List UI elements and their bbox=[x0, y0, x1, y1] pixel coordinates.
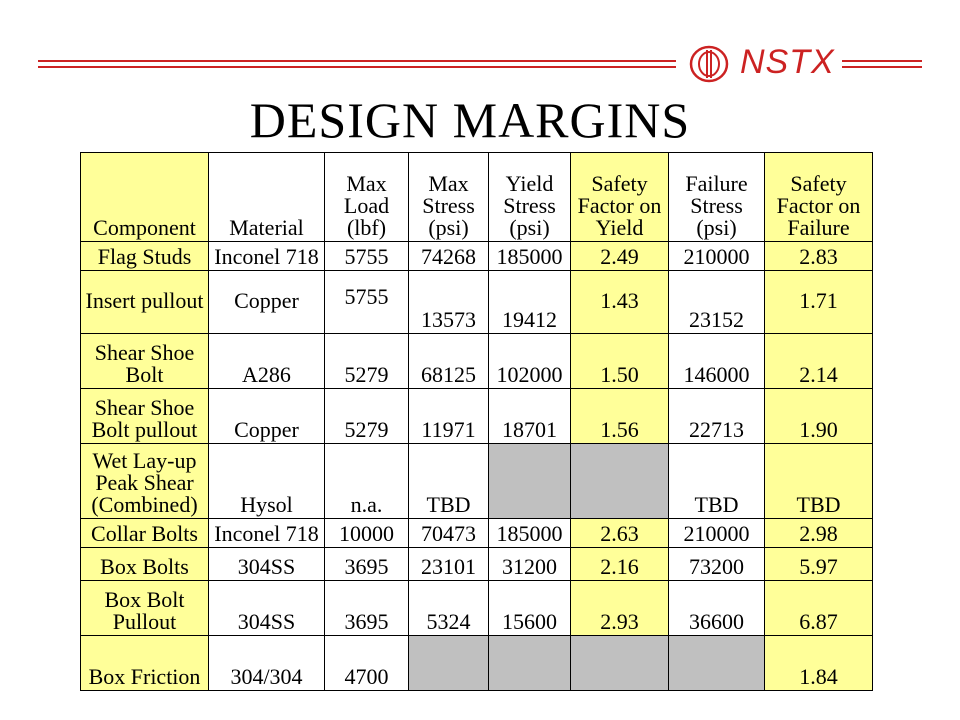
cell-sf-failure: 6.87 bbox=[765, 581, 873, 636]
cell-max-load: 5279 bbox=[325, 334, 409, 389]
table-row bbox=[81, 636, 873, 691]
cell-max-stress: 70473 bbox=[409, 519, 489, 548]
cell-sf-failure: 1.84 bbox=[765, 636, 873, 691]
logo-text: NSTX bbox=[740, 43, 835, 81]
cell-yield-stress: 102000 bbox=[489, 334, 571, 389]
cell-max-stress-empty bbox=[409, 636, 489, 691]
header-max-load: Max Load (lbf) bbox=[325, 153, 409, 242]
cell-material: 304SS bbox=[209, 548, 325, 581]
cell-yield-stress: 185000 bbox=[489, 519, 571, 548]
cell-yield-stress: 19412 bbox=[489, 271, 571, 334]
cell-max-load: 3695 bbox=[325, 581, 409, 636]
cell-max-load: 4700 bbox=[325, 636, 409, 691]
cell-failure-stress: TBD bbox=[669, 444, 765, 519]
cell-max-stress: TBD bbox=[409, 444, 489, 519]
cell-component: Shear Shoe Bolt bbox=[81, 334, 209, 389]
cell-material: Inconel 718 bbox=[209, 519, 325, 548]
header-safety-factor-yield: Safety Factor on Yield bbox=[571, 153, 669, 242]
cell-material: Inconel 718 bbox=[209, 242, 325, 271]
cell-yield-stress: 15600 bbox=[489, 581, 571, 636]
table-row bbox=[81, 389, 873, 444]
cell-failure-stress: 23152 bbox=[669, 271, 765, 334]
cell-yield-stress-empty bbox=[489, 636, 571, 691]
cell-sf-failure: 2.98 bbox=[765, 519, 873, 548]
cell-material: Copper bbox=[209, 389, 325, 444]
cell-max-load: 3695 bbox=[325, 548, 409, 581]
cell-yield-stress: 185000 bbox=[489, 242, 571, 271]
cell-sf-yield: 1.56 bbox=[571, 389, 669, 444]
cell-yield-stress-empty bbox=[489, 444, 571, 519]
cell-sf-yield-empty bbox=[571, 636, 669, 691]
cell-sf-yield: 2.93 bbox=[571, 581, 669, 636]
header-yield-stress: Yield Stress (psi) bbox=[489, 153, 571, 242]
header-rule-right-bottom bbox=[842, 66, 922, 68]
cell-component: Shear Shoe Bolt pullout bbox=[81, 389, 209, 444]
header-material: Material bbox=[209, 153, 325, 242]
table-row bbox=[81, 548, 873, 581]
cell-yield-stress: 18701 bbox=[489, 389, 571, 444]
cell-sf-yield: 1.43 bbox=[571, 271, 669, 334]
cell-failure-stress: 36600 bbox=[669, 581, 765, 636]
cell-failure-stress: 210000 bbox=[669, 519, 765, 548]
table-row bbox=[81, 581, 873, 636]
table-row bbox=[81, 271, 873, 334]
cell-max-load: 5279 bbox=[325, 389, 409, 444]
nstx-logo-icon bbox=[688, 44, 730, 84]
cell-component: Box Bolts bbox=[81, 548, 209, 581]
header-safety-factor-failure: Safety Factor on Failure bbox=[765, 153, 873, 242]
cell-sf-failure: 1.90 bbox=[765, 389, 873, 444]
header-rule-left-bottom bbox=[38, 66, 676, 68]
cell-failure-stress: 210000 bbox=[669, 242, 765, 271]
cell-component: Collar Bolts bbox=[81, 519, 209, 548]
cell-failure-stress: 73200 bbox=[669, 548, 765, 581]
design-margins-table bbox=[80, 152, 873, 691]
header-rule-right-top bbox=[842, 60, 922, 62]
cell-sf-yield: 2.16 bbox=[571, 548, 669, 581]
cell-component: Insert pullout bbox=[81, 271, 209, 334]
cell-sf-failure: 2.14 bbox=[765, 334, 873, 389]
cell-sf-yield: 2.63 bbox=[571, 519, 669, 548]
cell-max-stress: 5324 bbox=[409, 581, 489, 636]
header-failure-stress: Failure Stress (psi) bbox=[669, 153, 765, 242]
cell-failure-stress-empty bbox=[669, 636, 765, 691]
cell-material: 304SS bbox=[209, 581, 325, 636]
cell-component: Box Bolt Pullout bbox=[81, 581, 209, 636]
header-max-stress: Max Stress (psi) bbox=[409, 153, 489, 242]
cell-sf-failure: 2.83 bbox=[765, 242, 873, 271]
table-row bbox=[81, 444, 873, 519]
table-row bbox=[81, 519, 873, 548]
cell-max-stress: 13573 bbox=[409, 271, 489, 334]
cell-material: Copper bbox=[209, 271, 325, 334]
cell-failure-stress: 146000 bbox=[669, 334, 765, 389]
cell-sf-failure: 5.97 bbox=[765, 548, 873, 581]
header-row bbox=[81, 153, 873, 242]
cell-material: 304/304 bbox=[209, 636, 325, 691]
page-title: DESIGN MARGINS bbox=[249, 92, 691, 148]
cell-max-stress: 68125 bbox=[409, 334, 489, 389]
cell-sf-yield-empty bbox=[571, 444, 669, 519]
cell-max-stress: 23101 bbox=[409, 548, 489, 581]
cell-component: Wet Lay-up Peak Shear (Combined) bbox=[81, 444, 209, 519]
cell-max-stress: 11971 bbox=[409, 389, 489, 444]
cell-material: Hysol bbox=[209, 444, 325, 519]
table-row bbox=[81, 334, 873, 389]
cell-sf-failure: TBD bbox=[765, 444, 873, 519]
cell-max-stress: 74268 bbox=[409, 242, 489, 271]
cell-max-load: 10000 bbox=[325, 519, 409, 548]
table-row bbox=[81, 242, 873, 271]
cell-sf-yield: 1.50 bbox=[571, 334, 669, 389]
cell-sf-failure: 1.71 bbox=[765, 271, 873, 334]
header-component: Component bbox=[81, 153, 209, 242]
cell-component: Box Friction bbox=[81, 636, 209, 691]
cell-max-load: 5755 bbox=[325, 242, 409, 271]
cell-component: Flag Studs bbox=[81, 242, 209, 271]
cell-failure-stress: 22713 bbox=[669, 389, 765, 444]
header-rule-left-top bbox=[38, 60, 676, 62]
cell-yield-stress: 31200 bbox=[489, 548, 571, 581]
cell-max-load: n.a. bbox=[325, 444, 409, 519]
cell-sf-yield: 2.49 bbox=[571, 242, 669, 271]
cell-max-load: 5755 bbox=[325, 271, 409, 334]
cell-material: A286 bbox=[209, 334, 325, 389]
